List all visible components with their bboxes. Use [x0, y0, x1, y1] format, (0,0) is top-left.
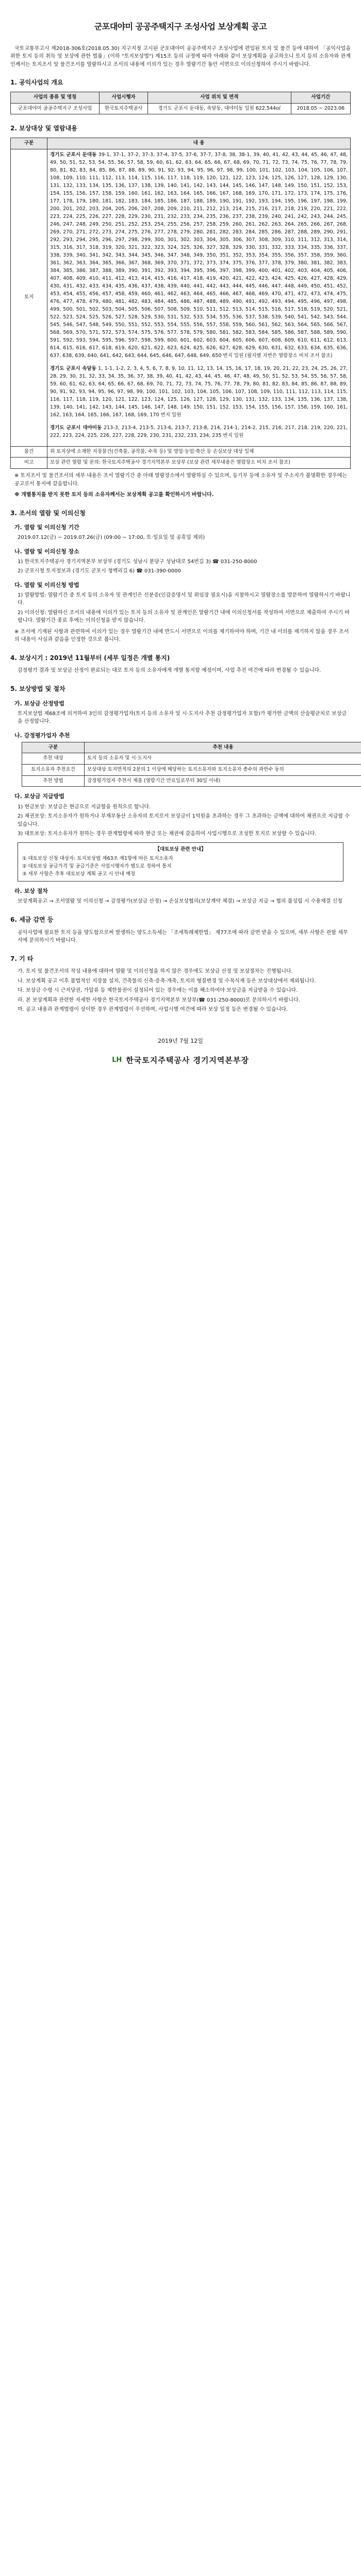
misc-item: 마. 공고 내용과 관계법령이 상이한 경우 관계법령이 우선하며, 사업시행 여건에 따라 보상 일정 등은 변경될 수 있습니다. [18, 1007, 288, 1013]
table-header: 사업 위치 및 면적 [148, 92, 291, 103]
compensation-target-table [10, 138, 351, 469]
project-overview-table [10, 92, 351, 114]
note-text: 보상 관련 열람 및 문의: 한국토지주택공사 경기지역본부 보상부 (보상 관련 세부내용은 열람장소 비치 조서 참조) [47, 457, 351, 469]
procedure-text: 보상계획공고 → 조서열람 및 이의신청 → 감정평가(보상금 산정) → 손실보상협의(보상계약 체결) → 보상금 지급 → 협의 불성립 시 수용재결 신청 [18, 899, 342, 905]
section-6-heading: 6. 세금 감면 등 [10, 916, 54, 923]
table-cell: 토지 등의 소유자 및 시·도지사 [85, 753, 361, 765]
payment-method: 3) 대토보상: 토지소유자가 원하는 경우 관계법령에 따라 현금 또는 채권에 갈음하여 사업시행으로 조성한 토지로 보상할 수 있습니다. [18, 831, 317, 837]
table-cell: 한국토지주택공사 [100, 103, 148, 114]
lot-group-title: 경기도 군포시 대야미동 [50, 425, 102, 431]
intro-paragraph: 국토교통부고시 제2018-306호(2018.05.30) 지구지정 고시된 군포대야미 공공주택지구 조성사업에 편입된 토지 및 물건 등에 대하여 「공익사업을 위한 토지 등의 취득 및 보상에 관한 법률」(이하 "토지보상법") 제15조 등의 규정에 따라 아래와 같이 보상계획을 공고하오니 토지 등의 소유자와 관계인께서는 토지조서 및 물건조서를 열람하시고 조서의 내용에 이의가 있는 경우 열람기간 동안 서면으로 이의신청하여 주시기 바랍니다. [10, 45, 351, 67]
object-description: 위 토지상에 소재한 지장물건(건축물, 공작물, 수목 등) 및 영업·농업·축산 등 손실보상 대상 일체 [47, 446, 351, 457]
row-label-object: 물건 [11, 446, 47, 457]
subsection-title: 가. 열람 및 이의신청 기간 [14, 524, 79, 531]
misc-item: 가. 토지 및 물건조서의 작성 내용에 대하여 열람 및 이의신청을 하지 않은 경우에도 보상금 산정 및 보상절차는 진행됩니다. [18, 969, 293, 975]
table-cell: 경기도 군포시 둔대동, 속달동, 대야미동 일원 622,544㎡ [148, 103, 291, 114]
compensation-timing-text: 감정평가 결과 및 보상금 산정이 완료되는 대로 토지 등의 소유자에게 개별 통지할 예정이며, 사업 추진 여건에 따라 변경될 수 있습니다. [18, 668, 321, 674]
subsection-title: 나. 감정평가업자 추천 [14, 732, 70, 739]
table-cell: 보상대상 토지면적의 2분의 1 이상에 해당하는 토지소유자와 토지소유자 총수의 과반수 동의 [85, 765, 361, 776]
section-5-heading: 5. 보상방법 및 절차 [10, 685, 65, 692]
land-compensation-notice-box [18, 842, 343, 882]
calculation-method-text: 토지보상법 제68조에 의거하여 3인의 감정평가업자(토지 등의 소유자 및 시·도지사 추천 감정평가업자 포함)가 평가한 금액의 산술평균치로 보상금을 산정합니다. [18, 710, 347, 725]
table-header: 추천 내용 [85, 742, 361, 753]
inspection-method: 1) 열람방법: 열람기간 중 토지 등의 소유자 및 관계인은 신분증(인감증명서 및 위임장 필요시)을 지참하시고 열람장소를 방문하여 열람하시기 바랍니다. [18, 592, 351, 606]
table-header: 구분 [11, 138, 47, 149]
box-title: 【대토보상 관련 안내】 [155, 846, 206, 852]
subsection-title: 라. 보상 절차 [14, 888, 48, 895]
organization-name: 한국토지주택공사 경기지역본부장 [126, 1055, 249, 1065]
misc-item: 나. 보상계획 공고 이후 불법적인 지장물 설치, 건축물의 신축·증축·개축, 토지의 형질변경 및 수목식재 등은 보상대상에서 제외됩니다. [18, 978, 316, 984]
footnote: ※ 토지조서 및 물건조서의 세부 내용은 조서 열람기간 중 아래 열람장소에서 열람하실 수 있으며, 등기부 등에 소유자 및 주소지가 불명확한 경우에는 공고로서 통지에 갈음합니다. [14, 473, 348, 487]
footnote: ※ 개별통지를 받지 못한 토지 등의 소유자께서는 보상계획 공고를 확인하시기 바랍니다. [14, 492, 214, 498]
lot-numbers: 39-1, 37-1, 37-2, 37-3, 37-4, 37-5, 37-6, 37-7, 37-8, 38, 38-1, 39, 40, 41, 42, 43, 44, 45, 46, 47, 48, 49, 50, 51, 52, 53, 54, 55, 56, 57, 58, 59, 60, 61, 62, 63, 64, 65, 66, 67, 68, 69, 70, 71, 72, 73, 74, 75, 76, 77, 78, 79, 80, 81, 82, 83, 84, 85, 86, 87, 88, 89, 90, 91, 92, 93, 94, 95, 96, 97, 98, 99, 100, 101, 102, 103, 104, 105, 106, 107, 108, 109, 110, 111, 112, 113, 114, 115, 116, 117, 118, 119, 120, 121, 122, 123, 124, 125, 126, 127, 128, 129, 130, 131, 132, 133, 134, 135, 136, 137, 138, 139, 140, 141, 142, 143, 144, 145, 146, 147, 148, 149, 150, 151, 152, 153, 154, 155, 156, 157, 158, 159, 160, 161, 162, 163, 164, 165, 166, 167, 168, 169, 170, 171, 172, 173, 174, 175, 176, 177, 178, 179, 180, 181, 182, 183, 184, 185, 186, 187, 188, 189, 190, 191, 192, 193, 194, 195, 196, 197, 198, 199, 200, 201, 202, 203, 204, 205, 206, 207, 208, 209, 210, 211, 212, 213, 214, 215, 216, 217, 218, 219, 220, 221, 222, 223, 224, 225, 226, 227, 228, 229, 230, 231, 232, 233, 234, 235, 236, 237, 238, 239, 240, 241, 242, 243, 244, 245, 246, 247, 248, 249, 250, 251, 252, 253, 254, 255, 256, 257, 258, 259, 260, 261, 262, 263, 264, 265, 266, 267, 268, 269, 270, 271, 272, 273, 274, 275, 276, 277, 278, 279, 280, 281, 282, 283, 284, 285, 286, 287, 288, 289, 290, 291, 292, 293, 294, 295, 296, 297, 298, 299, 300, 301, 302, 303, 304, 305, 306, 307, 308, 309, 310, 311, 312, 313, 314, 315, 316, 317, 318, 319, 320, 321, 322, 323, 324, 325, 326, 327, 328, 329, 330, 331, 332, 333, 334, 335, 336, 337, 338, 339, 340, 341, 342, 343, 344, 345, 346, 347, 348, 349, 350, 351, 352, 353, 354, 355, 356, 357, 358, 359, 360, 361, 362, 363, 364, 365, 366, 367, 368, 369, 370, 371, 372, 373, 374, 375, 376, 377, 378, 379, 380, 381, 382, 383, 384, 385, 386, 387, 388, 389, 390, 391, 392, 393, 394, 395, 396, 397, 398, 399, 400, 401, 402, 403, 404, 405, 406, 407, 408, 409, 410, 411, 412, 413, 414, 415, 416, 417, 418, 419, 420, 421, 422, 423, 424, 425, 426, 427, 428, 429, 430, 431, 432, 433, 434, 435, 436, 437, 438, 439, 440, 441, 442, 443, 444, 445, 446, 447, 448, 449, 450, 451, 452, 453, 454, 455, 456, 457, 458, 459, 460, 461, 462, 463, 464, 465, 466, 467, 468, 469, 470, 471, 472, 473, 474, 475, 476, 477, 478, 479, 480, 481, 482, 483, 484, 485, 486, 487, 488, 489, 490, 491, 492, 493, 494, 495, 496, 497, 498, 499, 500, 501, 502, 503, 504, 505, 506, 507, 508, 509, 510, 511, 512, 513, 514, 515, 516, 517, 518, 519, 520, 521, 522, 523, 524, 525, 526, 527, 528, 529, 530, 531, 532, 533, 534, 535, 536, 537, 538, 539, 540, 541, 542, 543, 544, 545, 546, 547, 548, 549, 550, 551, 552, 553, 554, 555, 556, 557, 558, 559, 560, 561, 562, 563, 564, 565, 566, 567, 568, 569, 570, 571, 572, 573, 574, 575, 576, 577, 578, 579, 580, 581, 582, 583, 584, 585, 586, 587, 588, 589, 590, 591, 592, 593, 594, 595, 596, 597, 598, 599, 600, 601, 602, 603, 604, 605, 606, 607, 608, 609, 610, 611, 612, 613, 614, 615, 616, 617, 618, 619, 620, 621, 622, 623, 624, 625, 626, 627, 628, 629, 630, 631, 632, 633, 634, 635, 636, 637, 638, 639, 640, 641, 642, 643, 644, 645, 646, 647, 648, 649, 650 번지 일원 (필지별 지번은 열람장소 비치 조서 참조) [50, 151, 348, 359]
tax-text: 공익사업에 필요한 토지 등을 양도함으로써 발생하는 양도소득세는 「조세특례제한법」 제77조에 따라 감면 받을 수 있으며, 세부 사항은 관할 세무서에 문의하시기 바랍니다. [18, 929, 348, 944]
box-item: ③ 세부 사항은 추후 대토보상 계획 공고 시 안내 예정 [22, 871, 136, 877]
table-cell: 2018.05 ~ 2023.06 [291, 103, 350, 114]
section-3-heading: 3. 조서의 열람 및 이의신청 [10, 509, 86, 517]
inspection-period: 2019.07.12(금) ~ 2019.07.26(금) (09:00 ~ 17:00, 토·일요일 및 공휴일 제외) [18, 535, 205, 541]
objection-note: ※ 조서에 기재된 사항과 관련하여 이의가 있는 경우 열람기간 내에 반드시 서면으로 이의를 제기하여야 하며, 기간 내 이의를 제기하지 않을 경우 조서의 내용이 사실과 같음을 인정한 것으로 봅니다. [14, 629, 349, 643]
row-label-note: 비고 [11, 457, 47, 469]
land-lot-list [47, 149, 351, 446]
subsection-title: 가. 보상금 산정방법 [14, 700, 64, 707]
table-cell: 토지소유자 추천요건 [22, 765, 85, 776]
lot-numbers: 213-3, 213-4, 213-5, 213-6, 213-7, 213-8, 214, 214-1, 214-2, 215, 216, 217, 218, 219, 220, 221, 222, 223, 224, 225, 226, 227, 228, 229, 230, 231, 232, 233, 234, 235 번지 일원 [50, 425, 348, 438]
table-cell: 추천 방법 [22, 775, 85, 787]
lot-numbers: 1, 1-1, 1-2, 2, 3, 4, 5, 6, 7, 8, 9, 10, 11, 12, 13, 14, 15, 16, 17, 18, 19, 20, 21, 22, 23, 24, 25, 26, 27, 28, 29, 30, 31, 32, 33, 34, 35, 36, 37, 38, 39, 40, 41, 42, 43, 44, 45, 46, 47, 48, 49, 50, 51, 52, 53, 54, 55, 56, 57, 58, 59, 60, 61, 62, 63, 64, 65, 66, 67, 68, 69, 70, 71, 72, 73, 74, 75, 76, 77, 78, 79, 80, 81, 82, 83, 84, 85, 86, 87, 88, 89, 90, 91, 92, 93, 94, 95, 96, 97, 98, 99, 100, 101, 102, 103, 104, 105, 106, 107, 108, 109, 110, 111, 112, 113, 114, 115, 116, 117, 118, 119, 120, 121, 122, 123, 124, 125, 126, 127, 128, 129, 130, 131, 132, 133, 134, 135, 136, 137, 138, 139, 140, 141, 142, 143, 144, 145, 146, 147, 148, 149, 150, 151, 152, 153, 154, 155, 156, 157, 158, 159, 160, 161, 162, 163, 164, 165, 166, 167, 168, 169, 170 번지 일원 [50, 365, 348, 418]
subsection-title: 다. 열람 및 이의신청 방법 [14, 581, 79, 588]
table-header: 사업의 종류 및 명칭 [11, 92, 100, 103]
table-header: 구분 [22, 742, 85, 753]
table-cell: 군포대야미 공공주택지구 조성사업 [11, 103, 100, 114]
signature [10, 1055, 351, 1066]
inspection-method: 2) 이의신청: 열람하신 조서의 내용에 이의가 있는 토지 등의 소유자 및 관계인은 열람기간 내에 이의신청서를 작성하여 서면으로 제출하여 주시기 바랍니다. 열람기간 종료 후에는 이의신청을 받지 않습니다. [18, 609, 350, 624]
table-header: 사업시행자 [100, 92, 148, 103]
payment-method: 2) 채권보상: 토지소유자가 원하거나 부재부동산 소유자의 토지로서 보상금이 1억원을 초과하는 경우 그 초과하는 금액에 대하여 채권으로 지급할 수 있습니다. [18, 814, 350, 827]
lh-logo-icon: LH [112, 1056, 122, 1064]
misc-item: 다. 보상금 수령 시 근저당권, 가압류 등 제한물권이 설정되어 있는 경우에는 이를 해소하여야 보상금을 지급받을 수 있습니다. [18, 988, 298, 994]
box-item: ① 대토보상 신청 대상자: 토지보상법 제63조 제1항에 따른 토지소유자 [22, 856, 173, 862]
payment-method: 1) 현금보상: 보상금은 현금으로 지급함을 원칙으로 합니다. [18, 804, 151, 810]
section-2-heading: 2. 보상대상 및 열람내용 [10, 125, 77, 132]
appraiser-recommendation-table [22, 742, 361, 787]
table-header: 사업기간 [291, 92, 350, 103]
subsection-title: 다. 보상금 지급방법 [14, 793, 64, 800]
table-cell: 감정평가업자 추천서 제출 (열람기간 만료일로부터 30일 이내) [85, 775, 361, 787]
section-4-heading: 4. 보상시기 : 2019년 11월부터 (세부 일정은 개별 통지) [10, 654, 170, 662]
inspection-place: 2) 군포시청 토지정보과 (경기도 군포시 청백리길 6) ☎ 031-390-0000 [18, 568, 181, 574]
lot-group-title: 경기도 군포시 속달동 [50, 365, 96, 371]
announcement-date: 2019년 7월 12일 [158, 1037, 203, 1044]
table-cell: 추천 대상 [22, 753, 85, 765]
table-header: 내 용 [47, 138, 351, 149]
row-label-land: 토지 [11, 149, 47, 446]
notice-page [10, 0, 351, 1087]
lot-group-title: 경기도 군포시 둔대동 [50, 151, 97, 158]
page-title: 군포대야미 공공주택지구 조성사업 보상계획 공고 [94, 22, 267, 31]
inspection-place: 1) 한국토지주택공사 경기지역본부 보상부 (경기도 성남시 분당구 성남대로 54번길 3) ☎ 031-250-8000 [18, 558, 257, 565]
section-1-heading: 1. 공익사업의 개요 [10, 79, 63, 87]
subsection-title: 나. 열람 및 이의신청 장소 [14, 548, 79, 555]
misc-item: 라. 본 보상계획과 관련한 자세한 사항은 한국토지주택공사 경기지역본부 보상부(☎ 031-250-8000)로 문의하시기 바랍니다. [18, 997, 300, 1003]
section-7-heading: 7. 기 타 [10, 955, 34, 962]
box-item: ② 대토보상 공급가격 및 공급기준은 사업시행자가 별도로 정하여 통지 [22, 863, 172, 869]
